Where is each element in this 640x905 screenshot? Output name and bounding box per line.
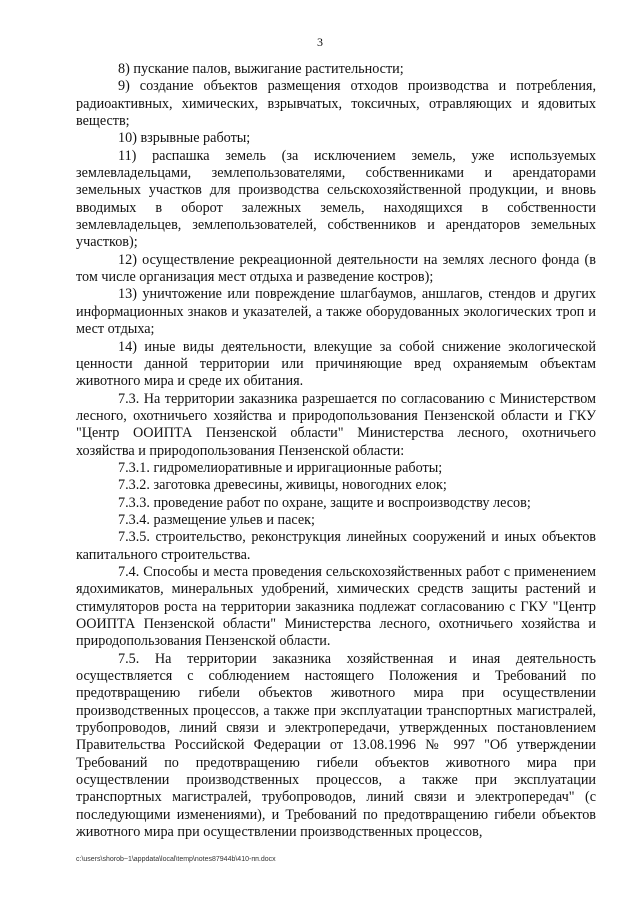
section-7-3-2: 7.3.2. заготовка древесины, живицы, новогодних елок; <box>118 477 447 494</box>
list-item-12: 12) осуществление рекреационной деятельности на землях лесного фонда (в том числе организация мест отдыха и разведение костров); <box>76 251 596 286</box>
section-7-3: 7.3. На территории заказника разрешается по согласованию с Министерством лесного, охотничьего хозяйства и природопользования Пензенской области и ГКУ "Центр ООИПТА Пензенской области" Министерства лесного, охотничьего хозяйства и природопользования Пензенской области: <box>76 390 596 459</box>
list-item-13: 13) уничтожение или повреждение шлагбаумов, аншлагов, стендов и других информационных знаков и указателей, а также оборудованных экологических троп и мест отдыха; <box>76 286 596 338</box>
list-item-9: 9) создание объектов размещения отходов производства и потребления, радиоактивных, химических, взрывчатых, токсичных, отравляющих и ядовитых веществ; <box>76 78 596 130</box>
section-7-3-5: 7.3.5. строительство, реконструкция линейных сооружений и иных объектов капитального строительства. <box>76 529 596 563</box>
footer-file-path: c:\users\shorob~1\appdata\local\temp\notes87944b\410-пп.docx <box>76 856 276 863</box>
list-item-8: 8) пускание палов, выжигание растительности; <box>118 61 404 77</box>
list-item-10: 10) взрывные работы; <box>118 130 251 147</box>
section-7-5: 7.5. На территории заказника хозяйственная и иная деятельность осуществляется с соблюдением настоящего Положения и Требований по предотвращению гибели объектов животного мира при осуществлении производственных процессов, а также при эксплуатации транспортных магистралей, трубопроводов, линий связи и электропередачи, утвержденных постановлением Правительства Российской Федерации от 13.08.1996 № 997 "Об утверждении Требований по предотвращению гибели объектов животного мира при осуществлении производственных процессов, а также при эксплуатации транспортных магистралей, трубопроводов, линий связи и электропередач" (с последующими изменениями), и Требований по предотвращению гибели объектов животного мира при осуществлении производственных процессов, <box>76 650 596 841</box>
section-7-3-4: 7.3.4. размещение ульев и пасек; <box>118 511 315 528</box>
page-number: 3 <box>317 35 323 49</box>
list-item-14: 14) иные виды деятельности, влекущие за собой снижение экологической ценности данной территории или причиняющие вред охраняемым объектам животного мира и среде их обитания. <box>76 338 596 390</box>
list-item-11: 11) распашка земель (за исключением земель, уже используемых землевладельцами, землепользователями, собственниками и арендаторами земельных участков для производства сельскохозяйственной продукции, и вновь вводимых в оборот залежных земель, находящихся в собственности землевладельцев, землепользователей, собственников и арендаторов земельных участков); <box>76 147 596 251</box>
section-7-3-1: 7.3.1. гидромелиоративные и ирригационные работы; <box>118 459 443 476</box>
section-7-3-3: 7.3.3. проведение работ по охране, защите и воспроизводству лесов; <box>118 494 531 511</box>
document-body <box>76 61 596 841</box>
section-7-4: 7.4. Способы и места проведения сельскохозяйственных работ с применением ядохимикатов, минеральных удобрений, химических средств защиты растений и стимуляторов роста на территории заказника подлежат согласованию с ГКУ "Центр ООИПТА Пензенской области" Министерства лесного, охотничьего хозяйства и природопользования Пензенской области. <box>76 563 596 650</box>
